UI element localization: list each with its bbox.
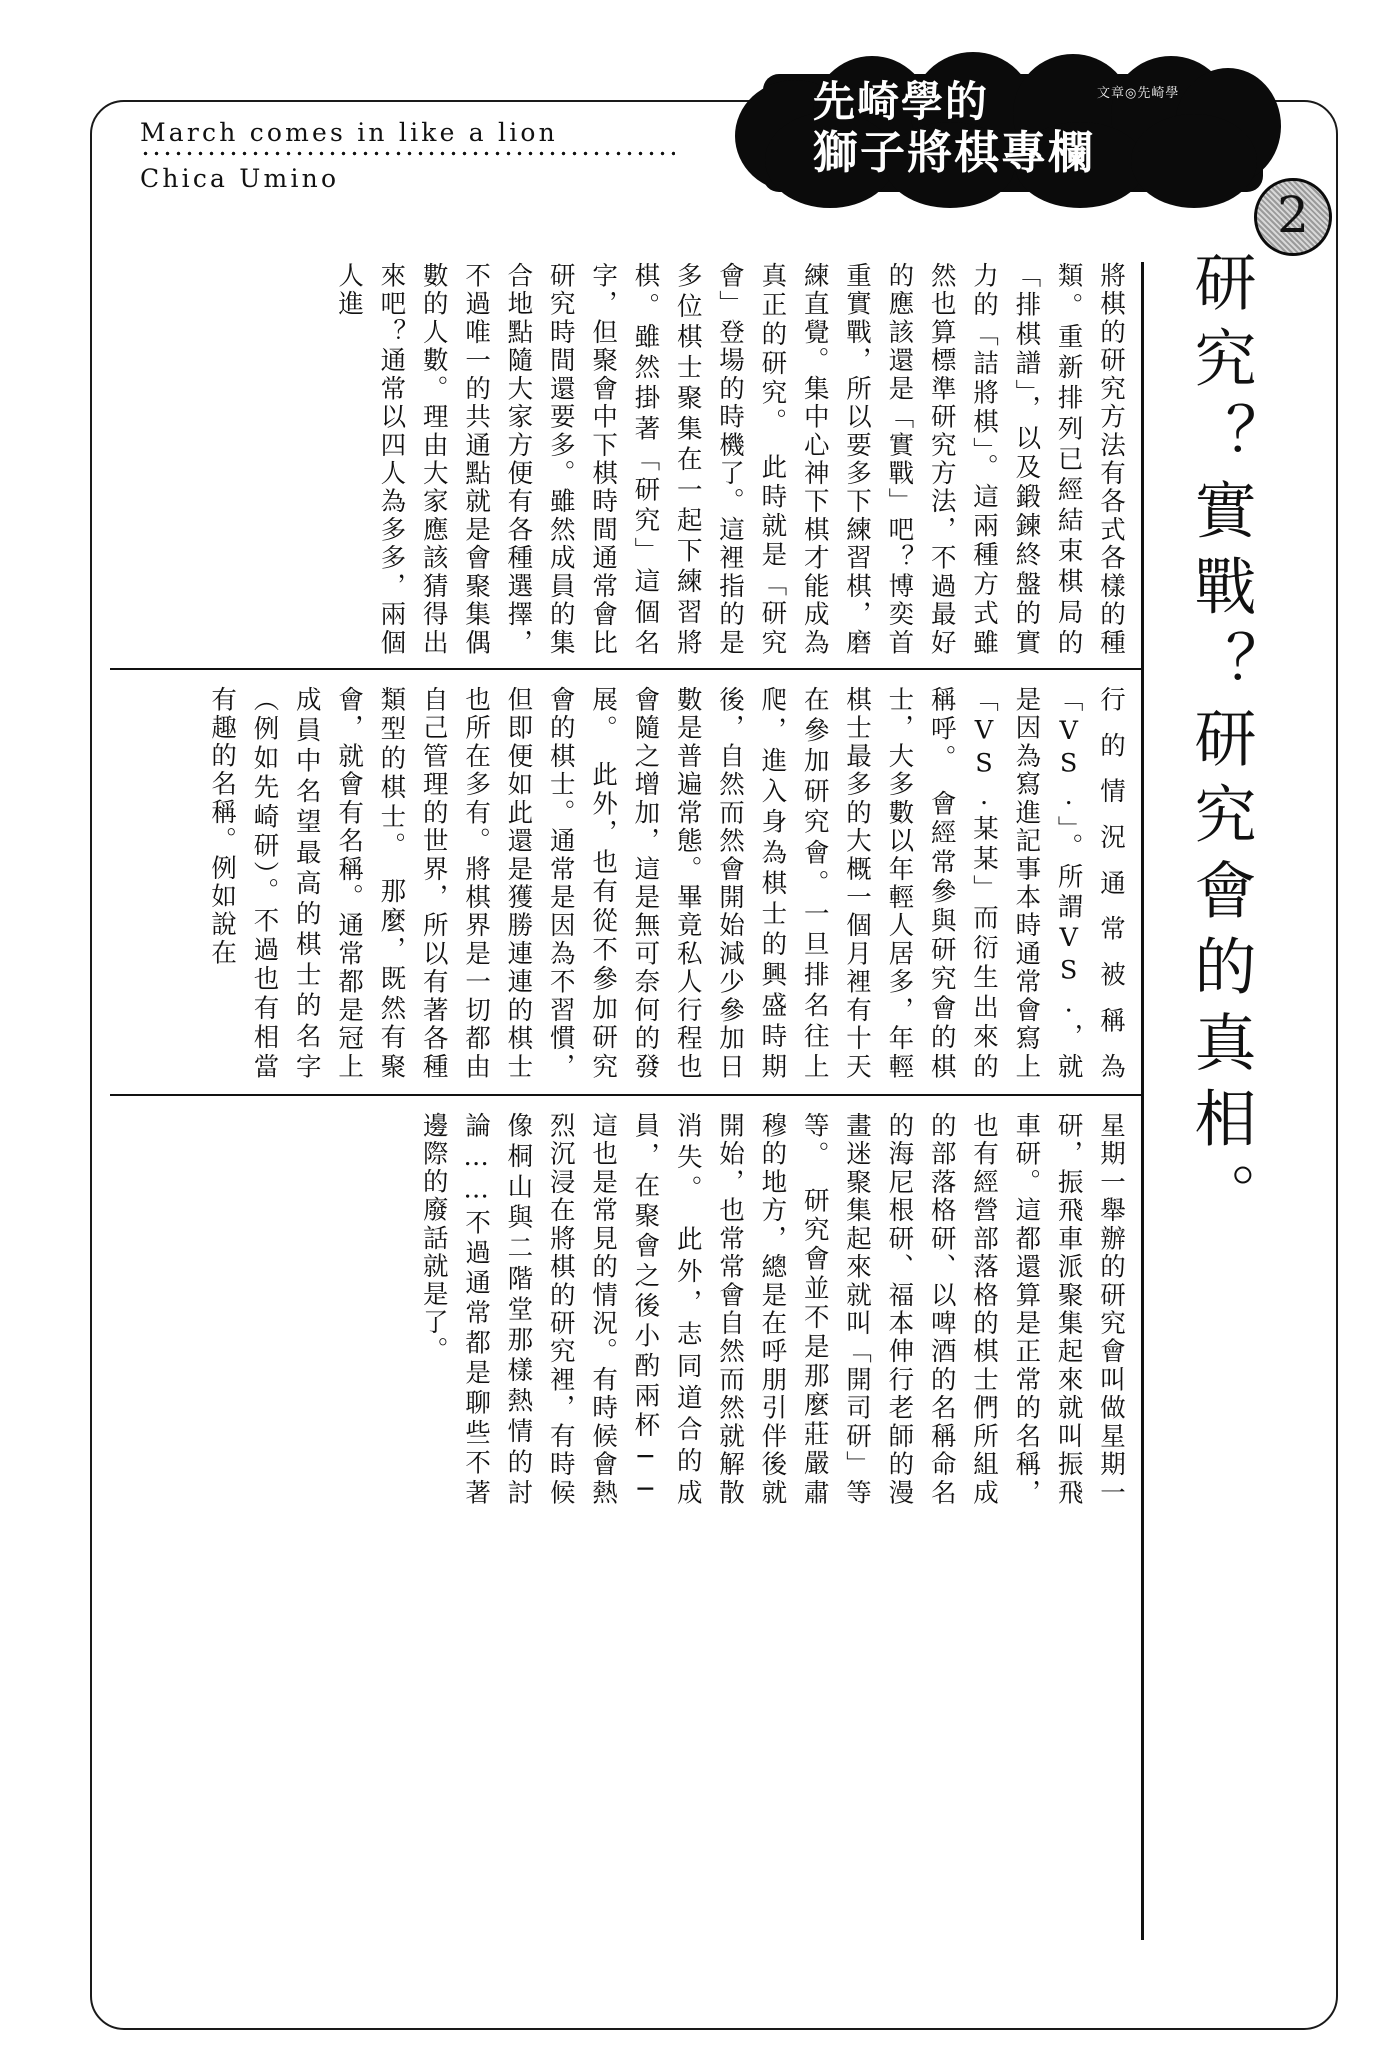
band-divider-2: [110, 1094, 1142, 1096]
headline-vertical-rule: [1141, 262, 1144, 1940]
byline-credit: 文章◎先崎學: [1097, 86, 1180, 101]
body-text-band-2: 行的情況通常被稱為「VS.」。所謂VS.，就是因為寫進記事本時通常會寫上「VS.某某」而衍生出來的稱呼。 會經常參與研究會的棋士，大多數以年輕人居多，年輕棋士最多的大概一個月裡有十天在參加研究會。一旦排名往上爬，進入身為棋士的興盛時期後，自然而然會開始減少參加日數是普遍常態。畢竟私人行程也會隨之增加，這是無可奈何的發展。 此外，也有從不參加研究會的棋士。通常是因為不習慣，但即便如此還是獲勝連連的棋士也所在多有。將棋界是一切都由自己管理的世界，所以有著各種類型的棋士。 那麼，既然有聚會，就會有名稱。通常都是冠上成員中名望最高的棋士的名字（例如先崎研）。不過也有相當有趣的名稱。例如說在: [207, 686, 1126, 1081]
series-title-en: March comes in like a lion: [140, 118, 558, 147]
article-headline: 研究？實戰？研究會的真相。: [1184, 250, 1257, 1238]
band-divider-1: [110, 668, 1142, 670]
page-number-badge: [1254, 178, 1332, 256]
banner-title-line-2: 獅子將棋專欄: [813, 125, 1096, 179]
title-banner: [735, 52, 1280, 207]
page-number-text: 2: [1277, 186, 1309, 244]
body-text-band-3: 星期一舉辦的研究會叫做星期一研，振飛車派聚集起來就叫振飛車研。這都還算是正常的名稱，也有經營部落格的棋士們所組成的部落格研、以啤酒的名稱命名的海尼根研、福本伸行老師的漫畫迷聚集起來就叫「開司研」等等。 研究會並不是那麼莊嚴肅穆的地方，總是在呼朋引伴後就開始，也常常會自然而然就解散消失。 此外，志同道合的成員，在聚會之後小酌兩杯──這也是常見的情況。有時候會熱烈沉浸在將棋的研究裡，有時候像桐山與二階堂那樣熱情的討論……不過通常都是聊些不著邊際的廢話就是了。: [418, 1112, 1126, 1507]
dotted-rule-divider: [140, 151, 675, 156]
author-name-en: Chica Umino: [140, 164, 340, 193]
banner-bump-10: [1131, 114, 1257, 208]
banner-title-line-1: 先崎學的: [813, 77, 990, 126]
banner-title-block: [813, 77, 1096, 179]
body-text-band-1: 將棋的研究方法有各式各樣的種類。重新排列已經結束棋局的「排棋譜」，以及鍛鍊終盤的實力的「詰將棋」。這兩種方式雖然也算標準研究方法，不過最好的應該還是「實戰」吧？博奕首重實戰，所以要多下練習棋，磨練直覺。集中心神下棋才能成為真正的研究。 此時就是「研究會」登場的時機了。這裡指的是多位棋士聚集在一起下練習將棋。雖然掛著「研究」這個名字，但聚會中下棋時間通常會比研究時間還要多。雖然成員的集合地點隨大家方便有各種選擇，不過唯一的共通點就是會聚集偶數的人數。理由大家應該猜得出來吧？通常以四人為多多，兩個人進: [334, 262, 1126, 657]
latin-header: [140, 118, 700, 193]
